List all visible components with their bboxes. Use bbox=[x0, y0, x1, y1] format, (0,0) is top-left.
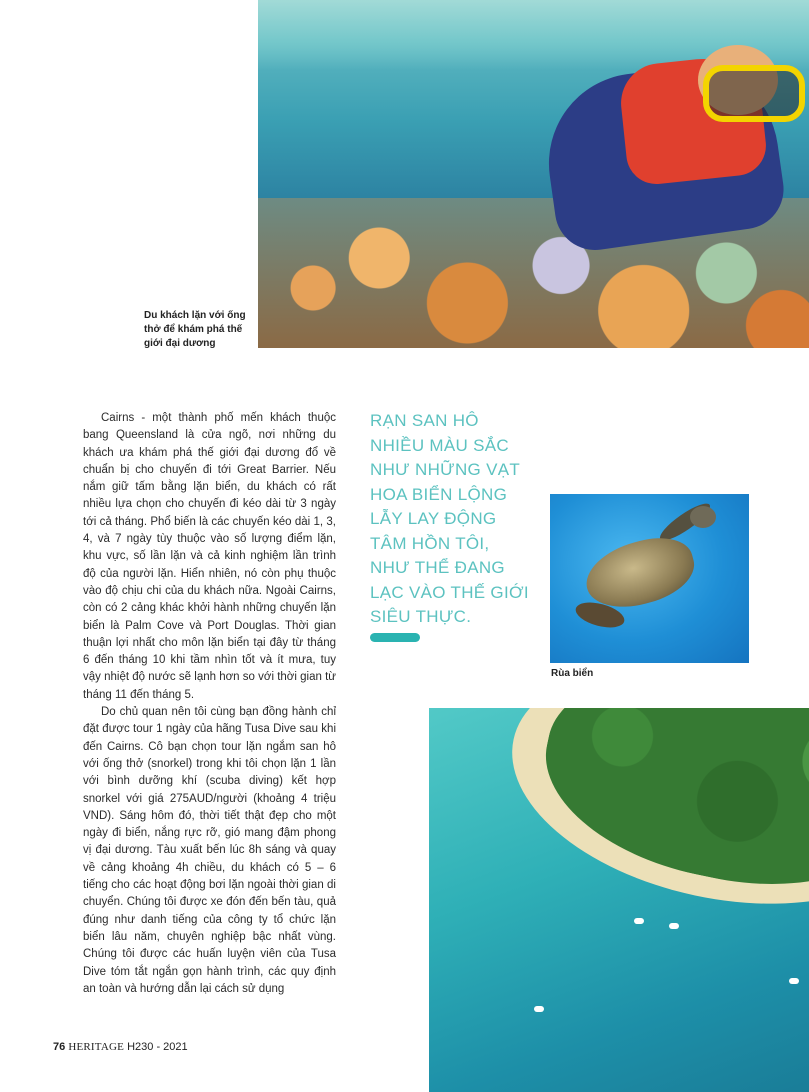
issue-label: H230 - 2021 bbox=[127, 1041, 188, 1053]
magazine-name: HERITAGE bbox=[68, 1041, 125, 1053]
pull-quote-line: NHƯ THỂ ĐANG bbox=[370, 558, 505, 577]
snorkel-photo bbox=[258, 0, 809, 348]
pull-quote-line: TÂM HỒN TÔI, bbox=[370, 533, 490, 553]
snorkel-caption: Du khách lặn với ống thở để khám phá thế giới đại dương bbox=[144, 310, 246, 349]
pull-quote-line: SIÊU THỰC. bbox=[370, 607, 472, 626]
article-paragraph-2: Do chủ quan nên tôi cùng bạn đồng hành chỉ đặt được tour 1 ngày của hãng Tusa Dive sau khi đến Cairns. Cô bạn chọn tour lặn ngắm san hô với ống thở (snorkel) trong khi tôi chọn lặn 1 lần với bình dưỡng khí (scuba diving) kết hợp snorkel với giá 275AUD/người (khoảng 4 triệu VND). Sáng hôm đó, thời tiết thật đẹp cho một ngày đi biển, nắng rực rỡ, gió mang đậm phong vị đại dương. Tàu xuất bến lúc 8h sáng và quay về cảng khoảng 4h chiều, du khách có 5 – 6 tiếng cho các hoạt động bơi lặn ngoài thời gian di chuyển. Chúng tôi được xe đón đến bến tàu, quả đúng như danh tiếng của công ty tổ chức lặn biển lâu năm, chuyên nghiệp bậc nhất vùng. Chúng tôi được các huấn luyện viên của Tusa Dive tóm tắt ngắn gọn hành trình, các quy định an toàn và hướng dẫn lại cách sử dụng bbox=[83, 706, 336, 995]
article-paragraph-1: Cairns - một thành phố mến khách thuộc bang Queensland là cửa ngõ, nơi những du khách ưa khám phá thế giới đại dương đổ về chuẩn bị cho chuyến đi tới Great Barrier. Nếu nắm giữ tấm bằng lặn biển, du khách có rất nhiều lựa chọn cho chuyến đi kéo dài từ 3 ngày tới cả tháng. Phổ biến là các chuyến kéo dài 1, 3, 4, và 7 ngày tùy thuộc vào số lượng điểm lặn, khu vực, số lần lặn và cả kinh nghiệm lần trình độ của người lặn. Hiển nhiên, nó còn phụ thuộc vào độ chịu chi của du khách nữa. Ngoài Cairns, còn có 2 cảng khác khởi hành những chuyến lặn biển là Palm Cove và Port Douglas. Thời gian thuận lợi nhất cho môn lặn biển tại đây từ tháng 6 đến tháng 10 khi tầm nhìn tốt và ít mưa, tuy vậy nhiệt độ nước sẽ lạnh hơn so với thời gian từ tháng 11 đến tháng 5. bbox=[83, 412, 336, 701]
pull-quote bbox=[370, 409, 535, 630]
boat bbox=[634, 918, 644, 924]
pull-quote-accent-bar bbox=[370, 633, 420, 642]
turtle-caption: Rùa biển bbox=[551, 668, 594, 679]
island-aerial-photo bbox=[429, 708, 809, 1092]
boat bbox=[789, 978, 799, 984]
pull-quote-line: NHƯ NHỮNG VẠT bbox=[370, 460, 521, 479]
page-footer bbox=[53, 1041, 188, 1053]
boat bbox=[534, 1006, 544, 1012]
pull-quote-line: NHIỀU MÀU SẮC bbox=[370, 435, 509, 455]
pull-quote-line: LẠC VÀO THẾ GIỚI bbox=[370, 582, 529, 602]
boat bbox=[669, 923, 679, 929]
pull-quote-line: RẠN SAN HÔ bbox=[370, 411, 479, 430]
pull-quote-line: HOA BIỂN LỘNG bbox=[370, 484, 508, 504]
article-body bbox=[83, 410, 336, 998]
page-number: 76 bbox=[53, 1041, 66, 1053]
pull-quote-line: LẪY LAY ĐỘNG bbox=[370, 509, 497, 528]
turtle-head bbox=[690, 506, 716, 528]
snorkel-mask bbox=[703, 65, 805, 122]
turtle-photo bbox=[550, 494, 749, 663]
